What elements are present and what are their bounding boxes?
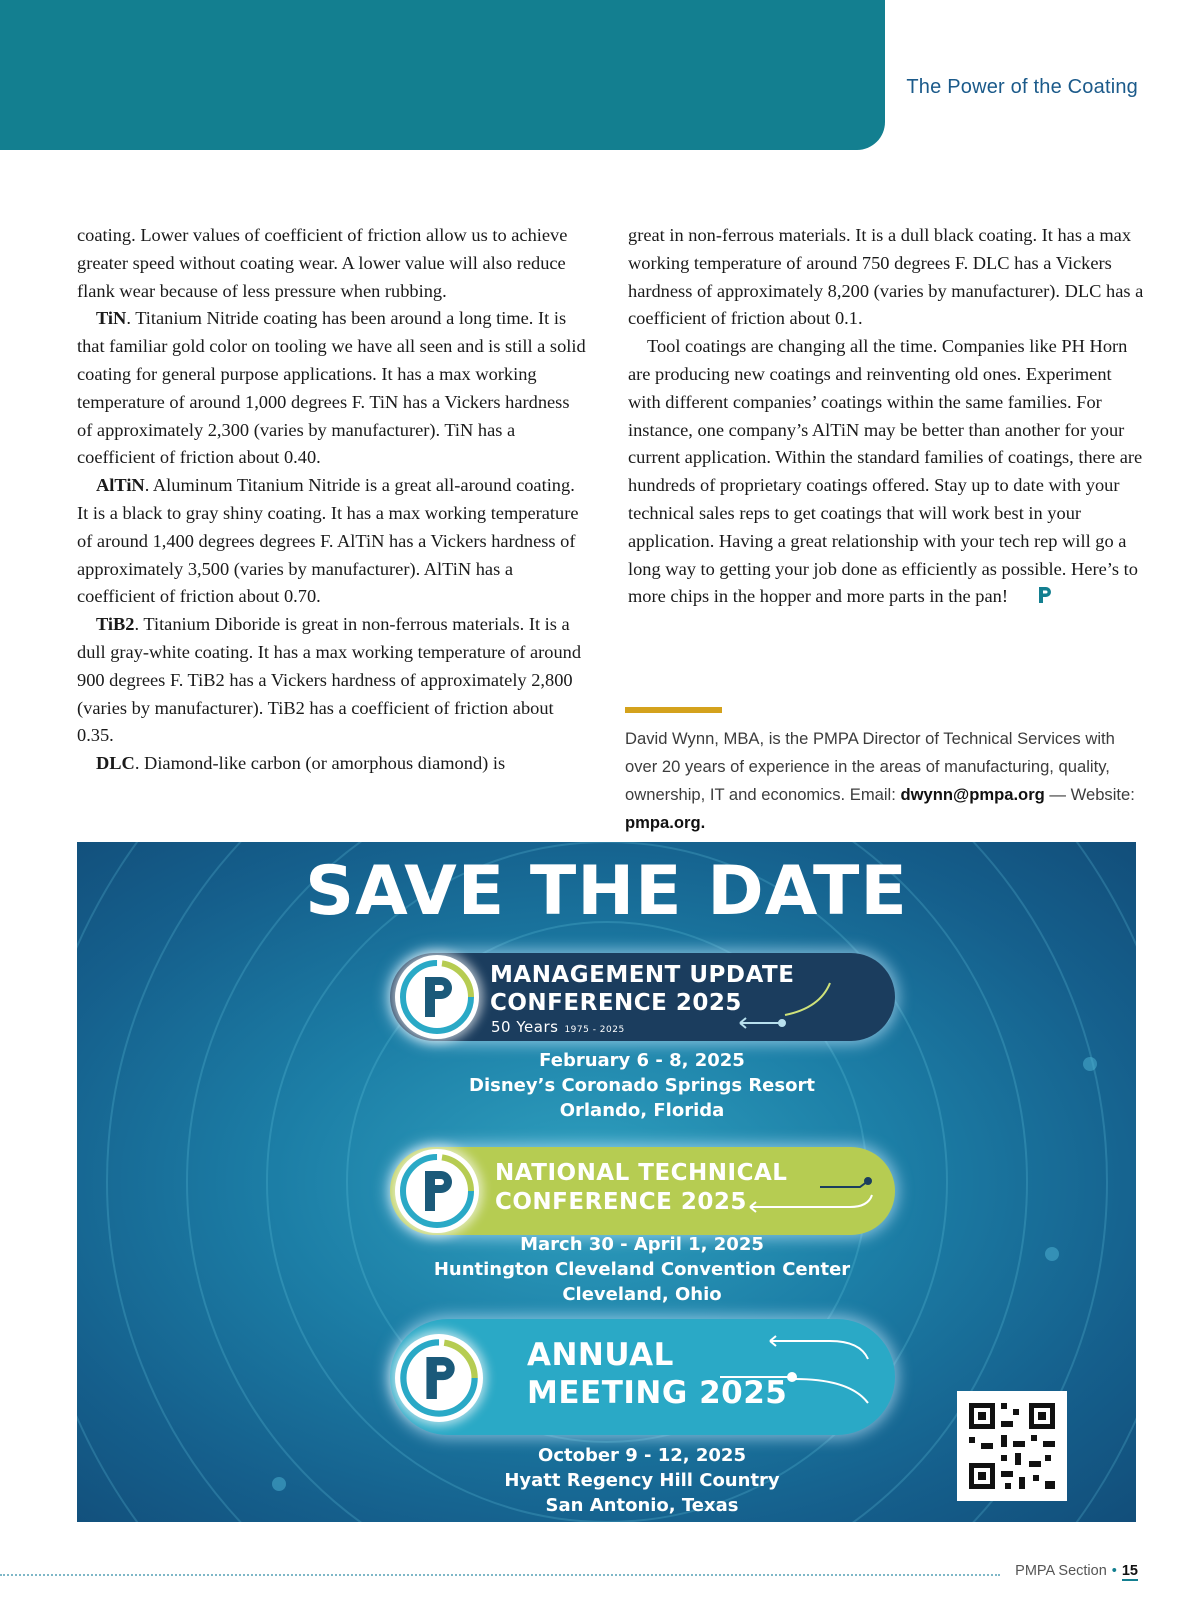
term: TiB2 [96,614,135,635]
pmpa-logo-badge-icon [395,1334,483,1422]
pmpa-end-mark-icon [1018,585,1053,613]
paragraph: Tool coatings are changing all the time. Companies like PH Horn are producing new coatings and reinventing old ones. Experiment with different companies’ coatings within the same families. For instance, one company’s AlTiN may be better than another for your current application. Within the standard families of coatings, there are hundreds of proprietary coatings offered. Stay up to date with your technical sales reps to get coatings that will work best in your application. Having a great relationship with your tech rep will go a long way to getting your job done as efficiently as possible. Here’s to more chips in the hopper and more parts in the pan! [628,333,1146,613]
author-bio: David Wynn, MBA, is the PMPA Director of Technical Services with over 20 years of experience in the areas of manufacturing, quality, ownership, IT and economics. Email: dwynn@pmpa.org — Website: pmpa.org. [625,729,1135,832]
paragraph-altin: AlTiN. Aluminum Titanium Nitride is a great all-around coating. It is a black to gray shiny coating. It has a max working temperature of around 1,400 degrees degrees F. AlTiN has a Vickers hardness of approximately 3,500 (varies by manufacturer). AlTiN has a coefficient of friction about 0.70. [77,475,579,607]
paragraph-tib2: TiB2. Titanium Diboride is great in non-ferrous materials. It is a dull gray-white coating. It has a max working temperature of around 900 degrees F. TiB2 has a Vickers hardness of approximately 2,800 (varies by manufacturer). TiB2 has a coefficient of friction about 0.35. [77,614,582,746]
paragraph: coating. Lower values of coefficient of friction allow us to achieve greater speed without coating wear. A lower value will also reduce flank wear because of less pressure when rubbing. [77,225,568,301]
running-head: The Power of the Coating [906,76,1138,98]
separator-dot: • [1111,1563,1117,1579]
qr-code-icon[interactable] [957,1391,1067,1501]
paragraph-tin: TiN. Titanium Nitride coating has been around a long time. It is that familiar gold color on tooling we have all seen and is still a solid coating for general purpose applications. It has a max working temperature of around 1,000 degrees F. TiN has a Vickers hardness of approximately 2,300 (varies by manufacturer). TiN has a coefficient of friction about 0.40. [77,308,586,468]
pmpa-logo-badge-icon [395,1149,479,1233]
bio-email[interactable]: dwynn@pmpa.org [900,785,1045,804]
page-number: 15 [1121,1563,1138,1579]
article-column-right [628,222,1146,613]
paragraph: great in non-ferrous materials. It is a dull black coating. It has a max working temperature of around 750 degrees F. DLC has a Vickers hardness of approximately 8,200 (varies by manufacturer). DLC has a coefficient of friction about 0.1. [628,225,1144,329]
pmpa-logo-badge-icon [395,955,479,1039]
divider [625,707,722,713]
footer-section: PMPA Section [1015,1563,1107,1579]
bio-website[interactable]: pmpa.org. [625,813,706,832]
header-band [0,0,885,150]
event-name: ANNUAL MEETING 2025 [527,1337,788,1411]
footer [1015,1563,1138,1579]
save-the-date-ad [77,842,1136,1522]
event-details: February 6 - 8, 2025 Disney’s Coronado Springs Resort Orlando, Florida [469,1050,815,1121]
paragraph-dlc: DLC. Diamond-like carbon (or amorphous diamond) is [96,753,506,774]
footer-dotted-rule [0,1574,1000,1576]
event-details: October 9 - 12, 2025 Hyatt Regency Hill Country San Antonio, Texas [504,1445,780,1516]
event-name: MANAGEMENT UPDATE CONFERENCE 2025 [490,962,795,1016]
article-column-left [77,222,587,778]
ad-title: SAVE THE DATE [305,852,908,931]
term: TiN [96,308,127,329]
event-details: March 30 - April 1, 2025 Huntington Cleveland Convention Center Cleveland, Ohio [433,1234,851,1305]
term: DLC [96,753,135,774]
term: AlTiN [96,475,145,496]
event-tagline: 50 Years 1975 - 2025 [491,1018,625,1036]
event-name: NATIONAL TECHNICAL CONFERENCE 2025 [495,1160,788,1215]
